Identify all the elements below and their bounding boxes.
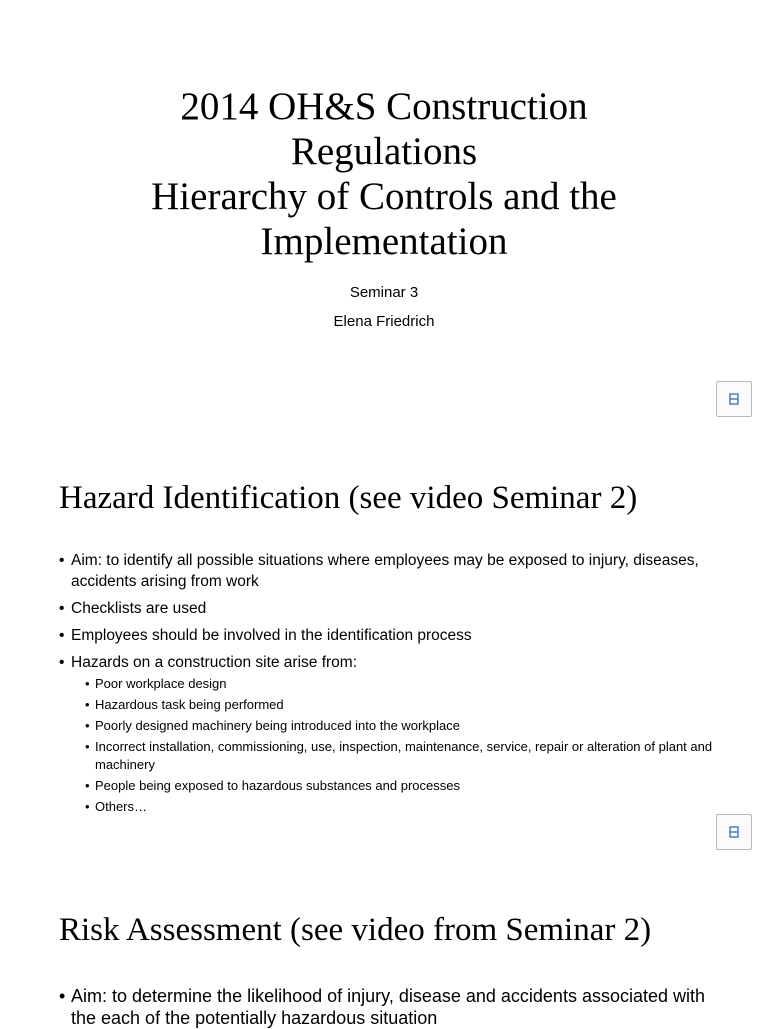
speaker-notes-icon [729,826,739,838]
list-item [59,625,719,646]
bullet-text: Aim: to identify all possible situations where employees may be exposed to injury, diseases, accidents arising from work [71,552,699,590]
bullet-text: Aim: to determine the likelihood of injury, disease and accidents associated with the each of the potentially hazardous situation [71,986,706,1028]
speaker-notes-button[interactable] [716,381,752,417]
hazard-slide-title: Hazard Identification (see video Seminar 2) [59,480,638,516]
list-item [59,598,719,619]
risk-bullet-list [59,985,719,1029]
title-line: Hierarchy of Controls and the [151,175,617,218]
list-item [59,985,719,1029]
title-line: 2014 OH&S Construction [180,85,588,128]
presentation-title [0,84,768,264]
hazard-bullet-list [59,550,719,822]
risk-slide-title: Risk Assessment (see video from Seminar 2) [59,912,652,948]
sub-list-item: • People being exposed to hazardous substances and processes [85,777,719,795]
title-line: Implementation [260,220,508,263]
subtitle-block [0,278,768,336]
sub-list-item: • Incorrect installation, commissioning, use, inspection, maintenance, service, repair or alteration of plant and machinery [85,738,719,774]
sub-list-item: • Poorly designed machinery being introduced into the workplace [85,717,719,735]
speaker-notes-icon [729,393,739,405]
bullet-text: Checklists are used [71,600,207,617]
list-item [59,550,719,592]
title-line: Regulations [290,130,478,173]
author-name: Elena Friedrich [333,313,435,330]
sub-list-item: • Others… [85,798,719,816]
seminar-label: Seminar 3 [349,284,419,301]
sub-list-item: • Poor workplace design [85,675,719,693]
hazard-sources-list [71,675,719,816]
list-item [59,652,719,816]
sub-list-item: • Hazardous task being performed [85,696,719,714]
bullet-text: Hazards on a construction site arise from: [71,654,358,671]
title-slide [0,84,768,336]
speaker-notes-button[interactable] [716,814,752,850]
bullet-text: Employees should be involved in the identification process [71,627,472,644]
